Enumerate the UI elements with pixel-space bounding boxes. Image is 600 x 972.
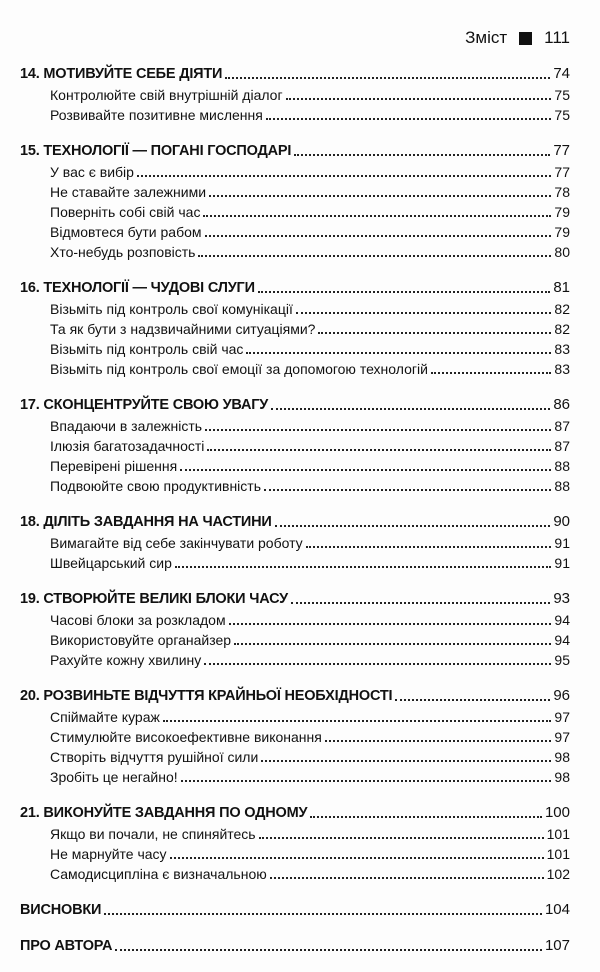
toc-subentry-page: 75 [554, 87, 570, 103]
toc-subentry-title: Стимулюйте високоефективне виконання [50, 729, 322, 745]
toc-chapter[interactable] [20, 395, 570, 415]
toc-subentry[interactable] [20, 630, 570, 650]
toc-subentry[interactable] [20, 85, 570, 105]
toc-subentry[interactable] [20, 476, 570, 496]
toc-subentry-page: 101 [546, 826, 570, 842]
toc-subentry[interactable] [20, 242, 570, 262]
toc-chapter[interactable] [20, 512, 570, 532]
toc-chapter-title: 21. ВИКОНУЙТЕ ЗАВДАННЯ ПО ОДНОМУ [20, 805, 308, 821]
toc-subentry-title: Контролюйте свій внутрішній діалог [50, 87, 283, 103]
header-title: Зміст [465, 28, 508, 47]
toc-chapter-page: 90 [553, 513, 570, 530]
dot-leader [225, 77, 550, 79]
dot-leader [261, 760, 551, 762]
dot-leader [115, 949, 542, 951]
dot-leader [209, 195, 551, 197]
toc-section [20, 900, 570, 920]
dot-leader [306, 546, 552, 548]
header-page-number: 111 [544, 28, 570, 47]
dot-leader [264, 489, 551, 491]
toc-subentry[interactable] [20, 824, 570, 844]
toc-subentry-title: Подвоюйте свою продуктивність [50, 478, 261, 494]
running-header [465, 28, 570, 48]
toc-chapter-page: 96 [553, 687, 570, 704]
toc-subentry-page: 82 [554, 321, 570, 337]
toc-subentry[interactable] [20, 299, 570, 319]
toc-subentry[interactable] [20, 105, 570, 125]
toc-subentry[interactable] [20, 533, 570, 553]
dot-leader [205, 429, 551, 431]
toc-section [20, 803, 570, 884]
toc-section [20, 589, 570, 670]
dot-leader [180, 469, 551, 471]
dot-leader [104, 913, 542, 915]
toc-chapter[interactable] [20, 803, 570, 823]
toc-subentry-page: 102 [546, 866, 570, 882]
toc-section [20, 278, 570, 379]
toc-subentry-title: Рахуйте кожну хвилину [50, 652, 202, 668]
toc-chapter-title: 19. СТВОРЮЙТЕ ВЕЛИКІ БЛОКИ ЧАСУ [20, 591, 289, 607]
toc-chapter-page: 81 [553, 279, 570, 296]
toc-chapter-page: 74 [553, 65, 570, 82]
toc-chapter[interactable] [20, 936, 570, 956]
toc-subentry-page: 91 [554, 535, 570, 551]
toc-subentry-page: 79 [554, 204, 570, 220]
dot-leader [198, 255, 551, 257]
toc-subentry-title: Перевірені рішення [50, 458, 178, 474]
dot-leader [246, 352, 551, 354]
toc-subentry[interactable] [20, 436, 570, 456]
dot-leader [431, 372, 552, 374]
toc-subentry-page: 83 [554, 341, 570, 357]
toc-chapter-title: 15. ТЕХНОЛОГІЇ — ПОГАНІ ГОСПОДАРІ [20, 143, 292, 159]
toc-subentry-page: 101 [546, 846, 570, 862]
dot-leader [207, 449, 551, 451]
toc-subentry-title: Не ставайте залежними [50, 184, 207, 200]
toc-chapter[interactable] [20, 589, 570, 609]
toc-subentry[interactable] [20, 747, 570, 767]
toc-subentry[interactable] [20, 844, 570, 864]
toc-subentry[interactable] [20, 707, 570, 727]
toc-subentry-page: 80 [554, 244, 570, 260]
toc-subentry-title: Ілюзія багатозадачності [50, 438, 205, 454]
toc-subentry-page: 79 [554, 224, 570, 240]
toc-subentry[interactable] [20, 610, 570, 630]
toc-subentry-page: 78 [554, 184, 570, 200]
toc-chapter[interactable] [20, 900, 570, 920]
dot-leader [294, 154, 550, 156]
toc-subentry-title: Не марнуйте часу [50, 846, 167, 862]
toc-subentry-title: Поверніть собі свій час [50, 204, 201, 220]
dot-leader [266, 118, 552, 120]
toc-subentry-title: Візьміть під контроль свій час [50, 341, 244, 357]
toc-chapter-title: ВИСНОВКИ [20, 902, 102, 918]
toc-subentry-title: Розвивайте позитивне мислення [50, 107, 263, 123]
toc-subentry[interactable] [20, 359, 570, 379]
toc-subentry-page: 88 [554, 478, 570, 494]
toc-subentry-page: 94 [554, 612, 570, 628]
toc-chapter-title: 16. ТЕХНОЛОГІЇ — ЧУДОВІ СЛУГИ [20, 280, 255, 296]
dot-leader [204, 663, 551, 665]
toc-subentry-title: Спіймайте кураж [50, 709, 160, 725]
dot-leader [318, 332, 551, 334]
toc-subentry-title: Самодисципліна є визначальною [50, 866, 267, 882]
toc-section [20, 141, 570, 262]
dot-leader [325, 740, 552, 742]
toc-subentry[interactable] [20, 553, 570, 573]
dot-leader [296, 312, 552, 314]
toc-subentry-title: Впадаючи в залежність [50, 418, 203, 434]
toc-chapter-page: 86 [553, 396, 570, 413]
toc-subentry[interactable] [20, 339, 570, 359]
toc-subentry[interactable] [20, 767, 570, 787]
toc-subentry[interactable] [20, 162, 570, 182]
dot-leader [395, 699, 550, 701]
toc-chapter-title: ПРО АВТОРА [20, 938, 113, 954]
toc-subentry-page: 98 [554, 749, 570, 765]
toc-chapter-page: 77 [553, 142, 570, 159]
dot-leader [137, 175, 551, 177]
toc-subentry-title: Вимагайте від себе закінчувати роботу [50, 535, 303, 551]
dot-leader [271, 408, 550, 410]
toc-subentry-page: 91 [554, 555, 570, 571]
toc-chapter[interactable] [20, 278, 570, 298]
toc-subentry-title: Якщо ви почали, не спиняйтесь [50, 826, 256, 842]
dot-leader [205, 235, 552, 237]
dot-leader [203, 215, 551, 217]
toc-subentry-title: Часові блоки за розкладом [50, 612, 226, 628]
toc-subentry-title: Хто-небудь розповість [50, 244, 196, 260]
toc-subentry-title: Візьміть під контроль свої комунікації [50, 301, 293, 317]
toc-subentry-page: 87 [554, 438, 570, 454]
toc-subentry[interactable] [20, 182, 570, 202]
dot-leader [286, 98, 552, 100]
toc-subentry-page: 95 [554, 652, 570, 668]
toc-subentry-page: 75 [554, 107, 570, 123]
toc-section [20, 64, 570, 125]
toc-subentry-page: 97 [554, 709, 570, 725]
dot-leader [259, 837, 544, 839]
dot-leader [229, 623, 552, 625]
toc-subentry-page: 98 [554, 769, 570, 785]
toc-subentry[interactable] [20, 456, 570, 476]
toc-chapter-page: 107 [544, 937, 570, 954]
toc-subentry-title: Використовуйте органайзер [50, 632, 232, 648]
table-of-contents [20, 64, 570, 972]
toc-subentry-title: Зробіть це негайно! [50, 769, 178, 785]
dot-leader [270, 877, 544, 879]
toc-subentry-page: 77 [554, 164, 570, 180]
toc-subentry-title: Та як бути з надзвичайними ситуаціями? [50, 321, 316, 337]
toc-section [20, 686, 570, 787]
dot-leader [275, 525, 551, 527]
toc-subentry[interactable] [20, 864, 570, 884]
toc-subentry-page: 88 [554, 458, 570, 474]
toc-chapter-page: 100 [544, 804, 570, 821]
toc-chapter[interactable] [20, 64, 570, 84]
dot-leader [291, 602, 550, 604]
square-bullet-icon [519, 32, 532, 45]
toc-subentry-title: Створіть відчуття рушійної сили [50, 749, 259, 765]
toc-subentry-title: У вас є вибір [50, 164, 134, 180]
toc-chapter-title: 14. МОТИВУЙТЕ СЕБЕ ДІЯТИ [20, 66, 223, 82]
toc-chapter-title: 17. СКОНЦЕНТРУЙТЕ СВОЮ УВАГУ [20, 397, 269, 413]
toc-subentry[interactable] [20, 222, 570, 242]
toc-subentry[interactable] [20, 319, 570, 339]
dot-leader [258, 291, 551, 293]
toc-section [20, 936, 570, 956]
toc-chapter[interactable] [20, 686, 570, 706]
toc-section [20, 395, 570, 496]
toc-subentry[interactable] [20, 202, 570, 222]
toc-chapter-page: 93 [553, 590, 570, 607]
toc-subentry-page: 83 [554, 361, 570, 377]
toc-subentry-page: 94 [554, 632, 570, 648]
toc-subentry-page: 82 [554, 301, 570, 317]
dot-leader [234, 643, 551, 645]
toc-subentry-title: Відмовтеся бути рабом [50, 224, 202, 240]
toc-subentry[interactable] [20, 650, 570, 670]
toc-chapter-title: 20. РОЗВИНЬТЕ ВІДЧУТТЯ КРАЙНЬОЇ НЕОБХІДНОСТІ [20, 688, 393, 704]
dot-leader [181, 780, 552, 782]
toc-section [20, 512, 570, 573]
toc-subentry-page: 87 [554, 418, 570, 434]
toc-subentry-title: Швейцарський сир [50, 555, 172, 571]
toc-chapter[interactable] [20, 141, 570, 161]
toc-subentry[interactable] [20, 727, 570, 747]
dot-leader [163, 720, 552, 722]
toc-subentry-page: 97 [554, 729, 570, 745]
dot-leader [310, 816, 542, 818]
toc-chapter-title: 18. ДІЛІТЬ ЗАВДАННЯ НА ЧАСТИНИ [20, 514, 272, 530]
dot-leader [170, 857, 544, 859]
toc-subentry[interactable] [20, 416, 570, 436]
toc-subentry-title: Візьміть під контроль свої емоції за допомогою технологій [50, 361, 428, 377]
dot-leader [175, 566, 552, 568]
toc-chapter-page: 104 [544, 901, 570, 918]
